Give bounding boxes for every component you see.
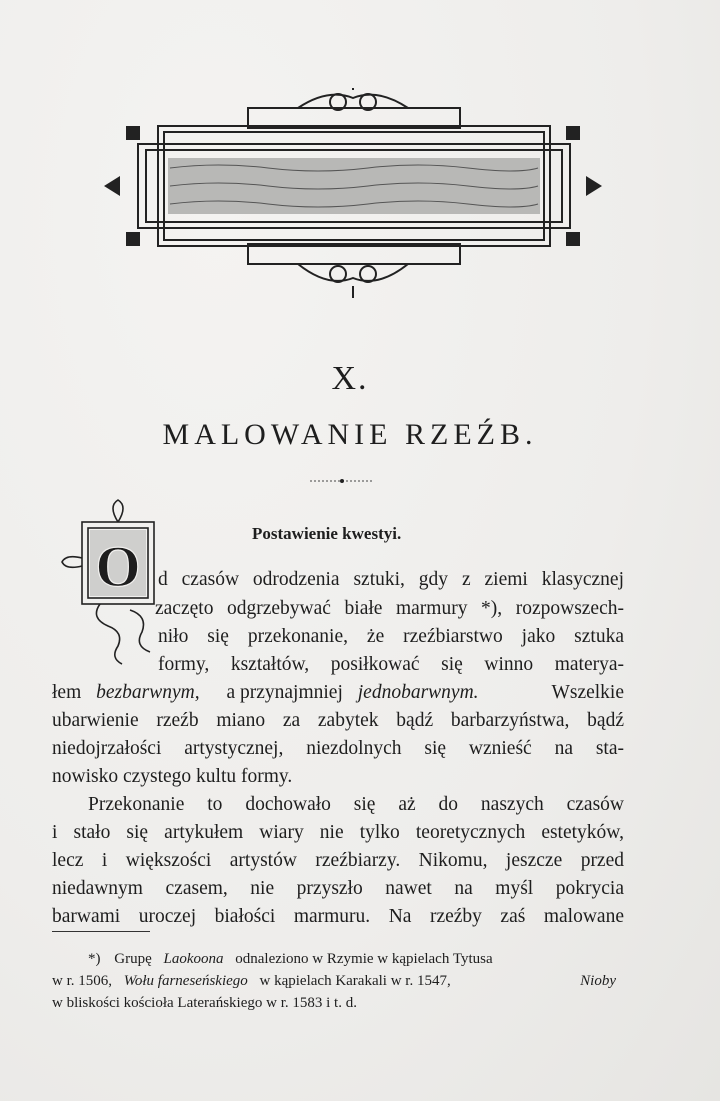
footnote-text: Grupę [114,951,152,967]
footnote-italic: Wołu farneseńskiego [123,973,248,989]
footnote-marker: *) [88,951,101,967]
drop-cap-frame-icon [60,498,164,668]
body-italic: bezbarwnym, [96,682,200,703]
title-rule-ornament [310,476,374,486]
footnote-text: w r. 1506, [52,973,112,989]
body-line: i stało się artykułem wiary nie tylko teoretycznych estetyków, [52,822,624,843]
body-text: Wszelkie [551,682,624,703]
footnote-line [52,970,616,992]
drop-cap-ornament [60,498,164,668]
footnote-text: w kąpielach Karakali w r. 1547, [259,973,451,989]
body-line: lecz i większości artystów rzeźbiarzy. Nikomu, jeszcze przed [52,850,624,871]
footnote-italic: Laokoona [163,951,224,967]
chapter-number: X. [331,360,369,397]
footnote-line: w bliskości kościoła Laterańskiego w r. 1583 i t. d. [52,995,357,1011]
footnote-italic: Nioby [580,973,616,989]
footnote-text: odnaleziono w Rzymie w kąpielach Tytusa [235,951,493,967]
chapter-title: MALOWANIE RZEŹB. [162,418,538,451]
footnote-line [88,948,616,970]
footnote-rule [52,931,150,932]
body-line: nowisko czystego kultu formy. [52,766,293,787]
body-line: niedawnym czasem, nie przyszło nawet na myśl pokrycia [52,878,624,899]
body-line: ubarwienie rzeźb miano za zabytek bądź barbarzyństwa, bądź [52,710,624,731]
body-line: barwami uroczej białości marmuru. Na rzeźby zaś malowane [52,906,624,927]
section-heading: Postawienie kwestyi. [252,524,402,543]
body-text: a przynajmniej [226,682,343,703]
body-line: Przekonanie to dochowało się aż do naszych czasów [88,794,624,815]
body-text: łem [52,682,82,703]
header-ornament [98,88,608,298]
body-line: d czasów odrodzenia sztuki, gdy z ziemi klasycznej [158,569,624,590]
drop-cap-letter: O [95,534,141,599]
body-line-mixed [52,680,624,706]
body-line: niło się przekonanie, że rzeźbiarstwo jako sztuka [158,626,624,647]
body-line: niedojrzałości artystycznej, niezdolnych się wznieść na sta- [52,738,624,759]
body-line: formy, kształtów, posiłkować się winno materya- [158,654,624,675]
body-line: zaczęto odgrzebywać białe marmury *), rozpowszech- [155,598,624,619]
body-italic: jednobarwnym. [357,682,479,703]
